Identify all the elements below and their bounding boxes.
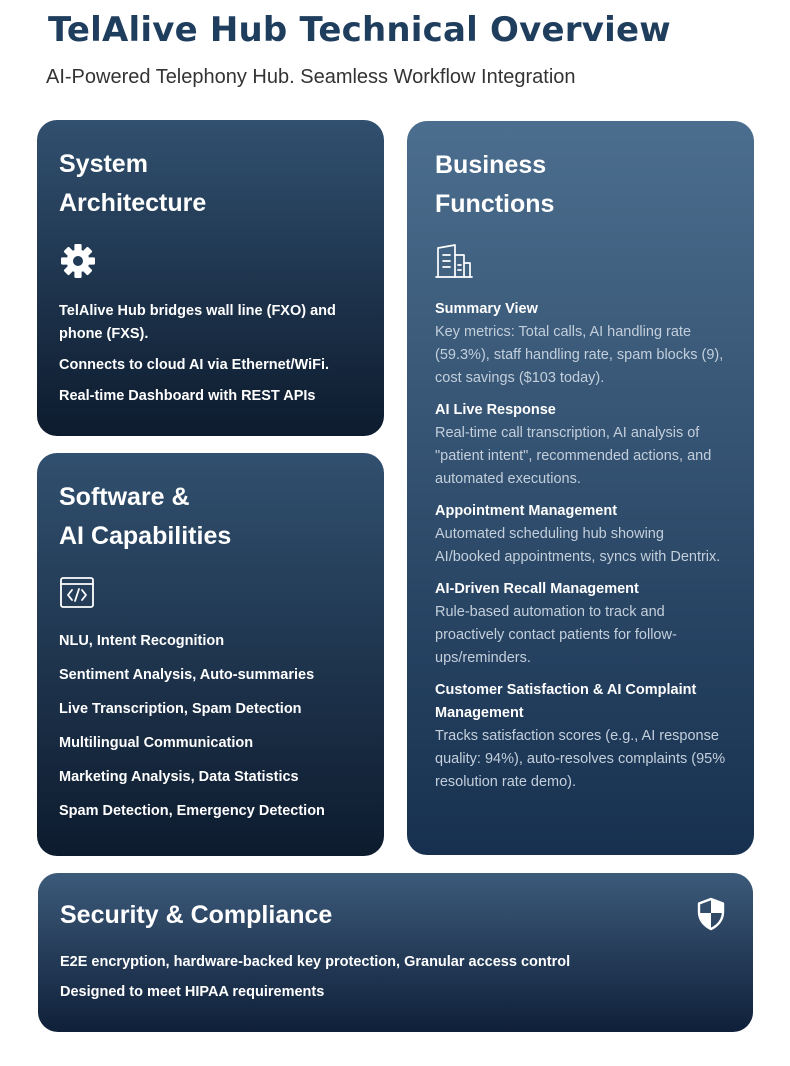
business-functions-card: [407, 121, 754, 855]
business-functions-title: [435, 146, 726, 224]
capability-item: Spam Detection, Emergency Detection: [59, 803, 325, 819]
shield-icon: [696, 897, 726, 931]
business-function-description: Rule-based automation to track and proactively contact patients for follow-ups/reminders.: [435, 604, 677, 666]
system-architecture-title: [59, 145, 362, 223]
architecture-item: TelAlive Hub bridges wall line (FXO) and phone (FXS).: [59, 303, 336, 342]
card-title-line: Business: [435, 151, 547, 179]
security-item: Designed to meet HIPAA requirements: [60, 984, 325, 1000]
business-function-item: [435, 298, 726, 390]
business-function-heading: Appointment Management: [435, 503, 618, 519]
business-function-heading: Customer Satisfaction & AI Complaint Management: [435, 682, 697, 721]
capability-item: Sentiment Analysis, Auto-summaries: [59, 667, 315, 683]
capability-item: Live Transcription, Spam Detection: [59, 701, 302, 717]
card-title-line: AI Capabilities: [59, 522, 232, 550]
building-icon: [435, 243, 726, 279]
card-title-line: Functions: [435, 190, 555, 218]
code-window-icon: [59, 576, 362, 610]
security-compliance-title: Security & Compliance: [60, 901, 333, 929]
business-function-description: Real-time call transcription, AI analysis of "patient intent", recommended actions, and automated executions.: [435, 425, 712, 487]
architecture-item: Connects to cloud AI via Ethernet/WiFi.: [59, 357, 330, 373]
card-title-line: Software &: [59, 483, 190, 511]
business-function-item: [435, 578, 726, 670]
business-function-heading: AI-Driven Recall Management: [435, 581, 639, 597]
card-title-line: Architecture: [59, 189, 207, 217]
security-item: E2E encryption, hardware-backed key protection, Granular access control: [60, 954, 571, 970]
gear-icon: [59, 242, 362, 280]
business-function-description: Automated scheduling hub showing AI/booked appointments, syncs with Dentrix.: [435, 526, 721, 565]
business-function-item: [435, 679, 726, 794]
architecture-item: Real-time Dashboard with REST APIs: [59, 388, 316, 404]
card-title-line: System: [59, 150, 148, 178]
security-compliance-card: [38, 873, 753, 1032]
system-architecture-card: [37, 120, 384, 436]
business-function-heading: AI Live Response: [435, 402, 556, 418]
page-title: TelAlive Hub Technical Overview: [48, 10, 671, 50]
page-subtitle: AI-Powered Telephony Hub. Seamless Workflow Integration: [46, 66, 576, 88]
capability-item: Multilingual Communication: [59, 735, 254, 751]
software-ai-card: [37, 453, 384, 856]
business-function-description: Tracks satisfaction scores (e.g., AI response quality: 94%), auto-resolves complaints (95% resolution rate demo).: [435, 728, 726, 790]
business-function-description: Key metrics: Total calls, AI handling rate (59.3%), staff handling rate, spam blocks (9), cost savings ($103 today).: [435, 324, 724, 386]
capability-item: NLU, Intent Recognition: [59, 633, 225, 649]
business-function-heading: Summary View: [435, 301, 538, 317]
business-function-item: [435, 399, 726, 491]
capability-item: Marketing Analysis, Data Statistics: [59, 769, 299, 785]
software-ai-title: [59, 478, 362, 556]
business-function-item: [435, 500, 726, 569]
